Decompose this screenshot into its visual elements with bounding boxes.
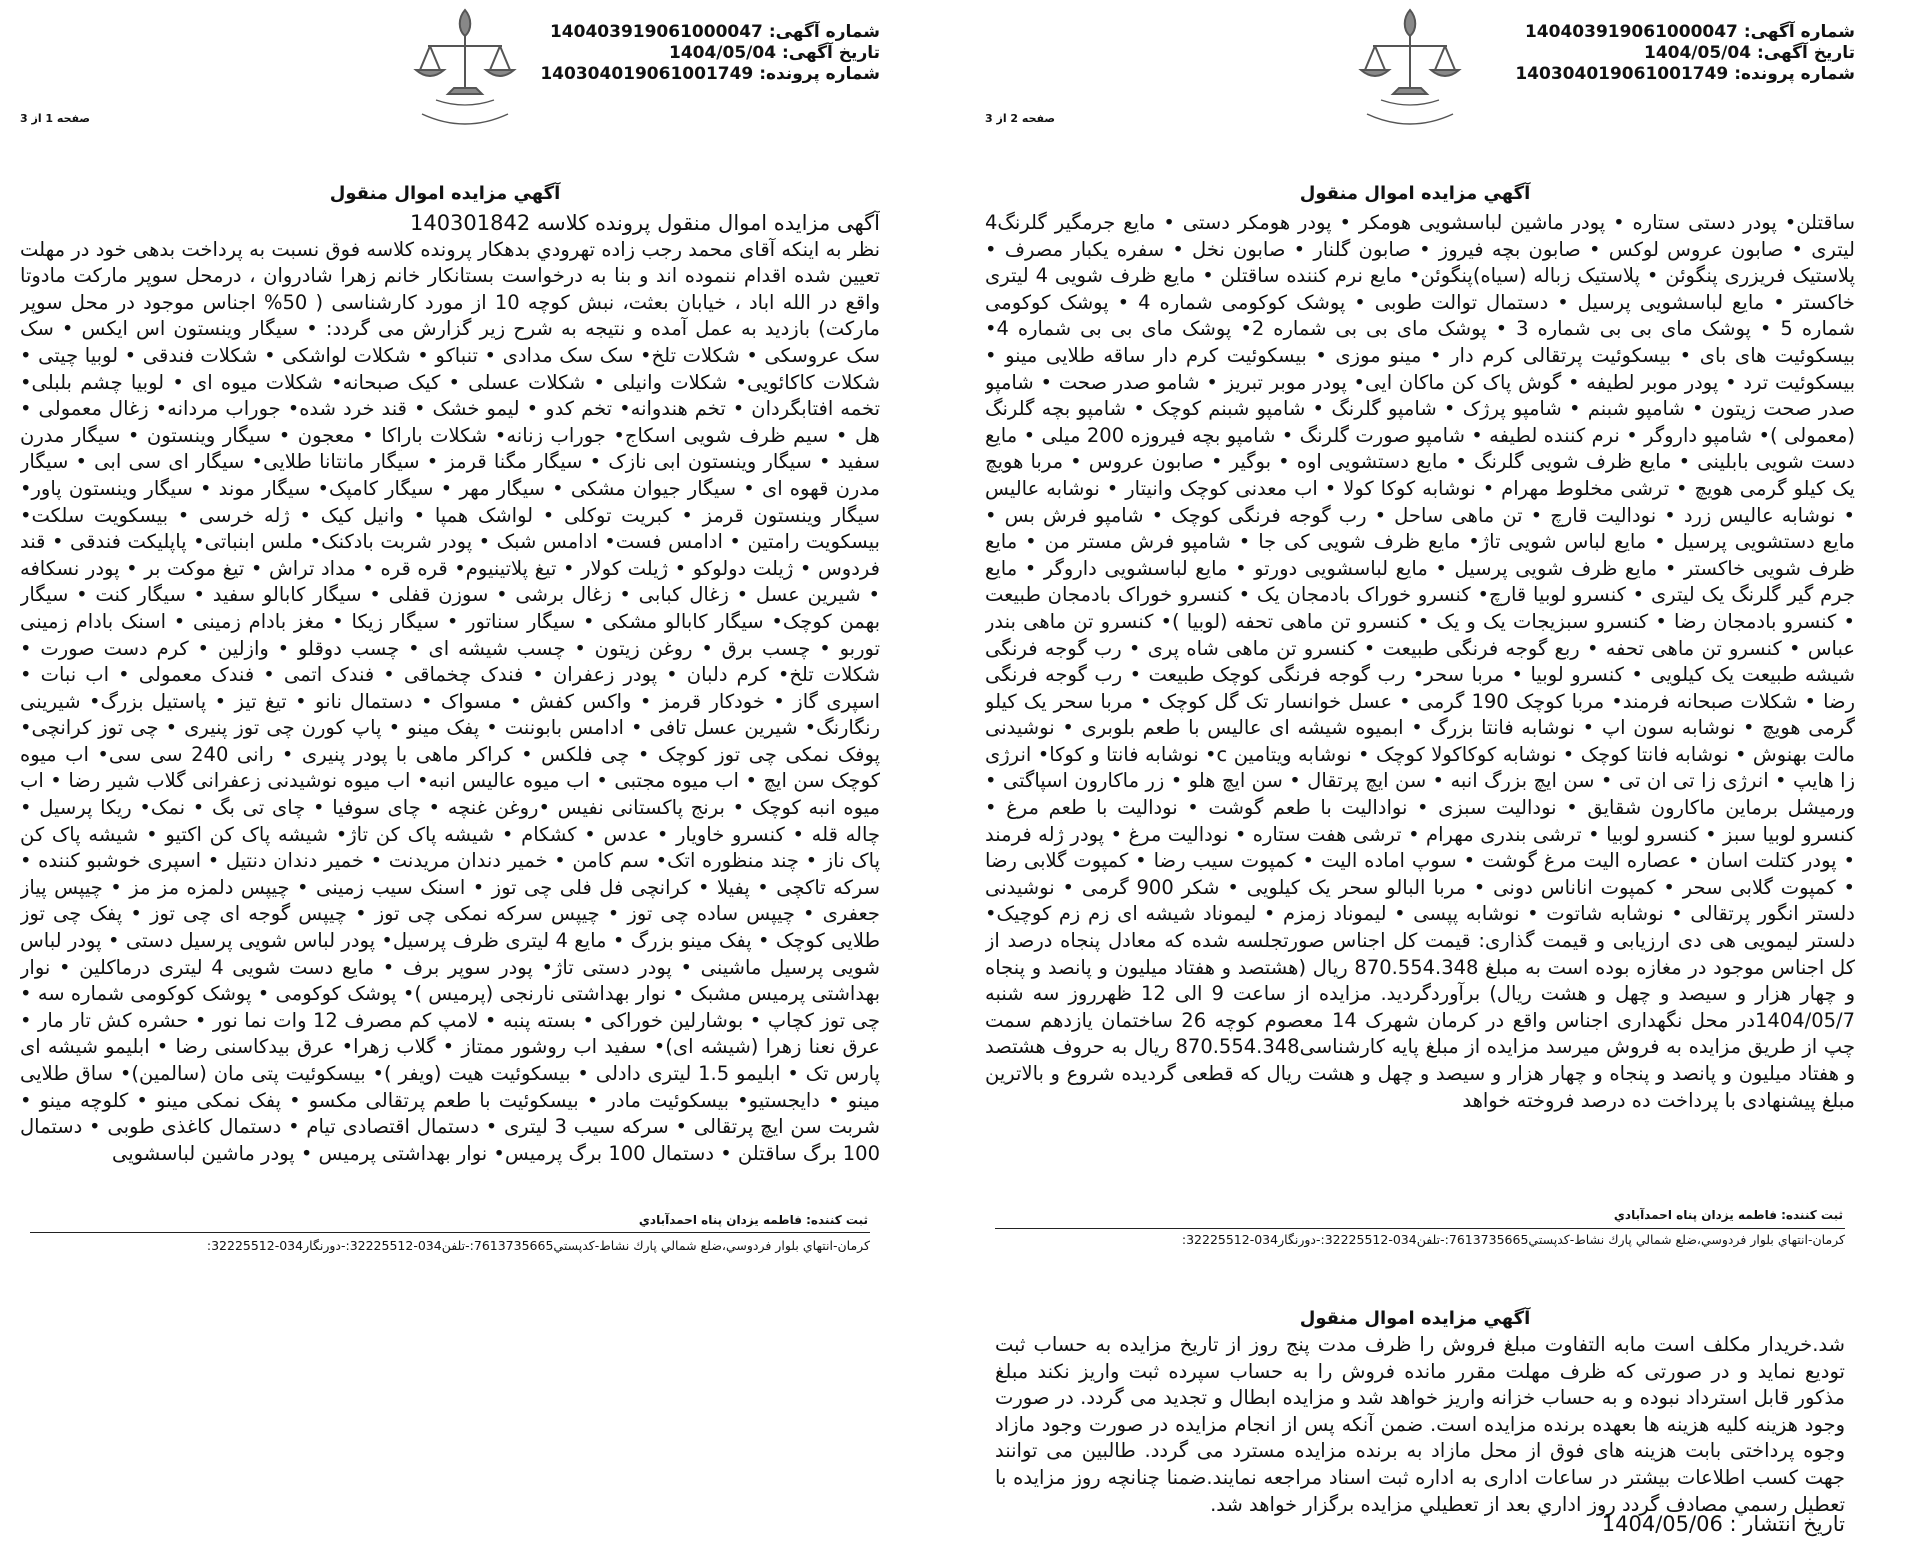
registrar-name: ثبت کننده: فاطمه یزدان پناه احمدآبادي xyxy=(638,1213,868,1227)
case-line: آگهی مزایده اموال منقول پرونده کلاسه 140301842 xyxy=(409,211,880,235)
ad-number-label: شماره آگهی: xyxy=(768,22,880,42)
notice-page-3 xyxy=(975,1290,1855,1547)
ad-date-row xyxy=(540,43,880,64)
ad-number: 140403919061000047 xyxy=(549,22,763,42)
judiciary-emblem-logo xyxy=(1345,2,1475,142)
ad-number-label: شماره آگهی: xyxy=(1743,22,1855,42)
ad-number-row xyxy=(1515,22,1855,43)
ad-title: آگهي مزايده اموال منقول xyxy=(329,183,561,204)
case-number: 140304019061001749 xyxy=(1515,64,1729,84)
ad-date: 1404/05/04 xyxy=(1643,43,1752,63)
footer-address: كرمان-انتهاي بلوار فردوسي،ضلع شمالي پارك نشاط-كدپستي7613735665:-تلفن034-32225512:-دورنگار034-32225512: xyxy=(206,1238,870,1253)
case-number-row xyxy=(1515,64,1855,85)
publish-date: تاریخ انتشار : 1404/05/06 xyxy=(1601,1512,1845,1536)
footer-address: كرمان-انتهاي بلوار فردوسي،ضلع شمالي پارك نشاط-كدپستي7613735665:-تلفن034-32225512:-دورنگار034-32225512: xyxy=(1181,1232,1845,1247)
header-meta xyxy=(540,22,880,85)
notice-page-1 xyxy=(10,0,880,1290)
divider xyxy=(995,1228,1845,1229)
notice-body xyxy=(995,1332,1845,1522)
notice-body xyxy=(985,210,1855,1200)
page-indicator: صفحه 1 از 3 xyxy=(20,112,91,125)
ad-date-label: تاریخ آگهی: xyxy=(1756,43,1855,63)
case-number-label: شماره پرونده: xyxy=(1734,64,1855,84)
judiciary-emblem-logo xyxy=(400,2,530,142)
ad-title: آگهي مزايده اموال منقول xyxy=(1299,1308,1531,1329)
ad-date-row xyxy=(1515,43,1855,64)
header-meta xyxy=(1515,22,1855,85)
registrar-name: ثبت کننده: فاطمه یزدان پناه احمدآبادي xyxy=(1613,1208,1843,1222)
ad-title: آگهي مزايده اموال منقول xyxy=(1299,183,1531,204)
case-number-label: شماره پرونده: xyxy=(759,64,880,84)
ad-number: 140403919061000047 xyxy=(1524,22,1738,42)
ad-date-label: تاریخ آگهی: xyxy=(781,43,880,63)
notice-body xyxy=(20,210,880,1210)
case-number-row xyxy=(540,64,880,85)
divider xyxy=(30,1232,870,1233)
body-paragraph: نظر به اینکه آقای محمد رجب زاده تهرودي بدهکار پرونده کلاسه فوق نسبت به پرداخت بدهی خود در مهلت تعیین شده اقدام ننموده اند و بنا به درخواست بستانکار خانم زهرا شادروان ، درمحل سوپر مارکت مادوتا واقع در الله اباد ، خیابان بعثت، نبش کوچه 10 از مورد کارشناسی ( 50% اجناس موجود در محل سوپر مارکت) بازدید به عمل آمده و نتیجه به شرح زیر گزارش می گردد: • سیگار وینستون اس ایکس • سک سک عروسکی • شکلات تلخ• سک سک مدادی • تنباکو • شکلات لواشکی • شکلات فندقی • لوبیا چیتی • شکلات کاکائویی• شکلات وانیلی • شکلات عسلی • کیک صبحانه• شکلات میوه ای • لوبیا چشم بلبلی• تخمه افتابگردان • تخم هندوانه• تخم کدو • لیمو خشک • قند خرد شده• جوراب مردانه• زغال معمولی • هل • سیم ظرف شویی اسکاج• جوراب زنانه• شکلات باراکا • معجون • سیگار وینستون • سیگار مدرن سفید • سیگار وینستون ابی نازک • سیگار مگنا قرمز • سیگار مانتانا طلایی• سیگار ای سی ابی • سیگار مدرن قهوه ای • سیگار جیوان مشکی • سیگار مهر • سیگار کامپک• سیگار موند • سیگار وینستون پاور• سیگار وینستون قرمز • کبریت توکلی • لواشک همپا • وانیل کیک • ژله خرسی • بیسکویت سلکت• بیسکویت رامتین • ادامس فست• ادامس شبک • پودر شربت بادکنک• ملس ابنباتی• پاپلیکت فندقی • قند فردوس • ژیلت دولوکو • ژیلت کولار • تیغ پلاتینیوم• قره قره • مداد تراش • تیغ موکت بر • پودر نسکافه • شیرین عسل • زغال کبابی • زغال برشی • سوزن قفلی • سیگار کابالو سفید • سیگار کنت • سیگار بهمن کوچک• سیگار کابالو مشکی • سیگار سناتور • سیگار زیکا • مغز بادام زمینی • اسنک بادام زمینی توربو • چسب برق • روغن زیتون • چسب شیشه ای • چسب دوقلو • وازلین • کرم دست صورت • شکلات تلخ• کرم دلبان • پودر زعفران • فندک چخماقی • فندک اتمی • فندک معمولی • اب نبات • اسپری گاز • خودکار قرمز • واکس کفش • مسواک • دستمال نانو • تیغ تیز • پاستیل بزرگ• شیرینی رنگارنگ• شیرین عسل تافی • ادامس بابوننت • پفک مینو • پاپ کورن چی توز پنیری • چی توز کرانچی• پوفک نمکی چی توز کوچک • چی فلکس • کراکر ماهی با پودر پنیری • رانی 240 سی سی• اب میوه کوچک سن ایچ • اب میوه مجتبی • اب میوه عالیس انبه• اب میوه نوشیدنی زعفرانی گلاب شیر رضا • اب میوه انبه کوچک • برنج پاکستانی نفیس •روغن غنچه • چای سوفیا • چای تی بگ • نمک• ریکا پرسیل • چاله قله • کنسرو خاویار • عدس • کشکام • شیشه پاک کن تاژ• شیشه پاک کن اکتیو • شیشه پاک کن پاک ناز • چند منظوره اتک• سم کامن • خمیر دندان مریدنت • خمیر دندان دنتیل • اسپری خوشبو کننده • سرکه تاکچی • پفیلا • کرانچی فل فلی چی توز • اسنک سیب زمینی • چیپس دلمزه مز مز • چیپس پیاز جعفری • چیپس ساده چی توز • چیپس سرکه نمکی چی توز • چیپس گوجه ای چی توز • پفک چی توز طلایی کوچک • پفک مینو بزرگ • مایع 4 لیتری ظرف پرسیل• پودر لباس شویی پرسیل دستی • پودر لباس شویی پرسیل ماشینی • پودر دستی تاژ• پودر سوپر برف • مایع دست شویی 4 لیتری درماکلین • نوار بهداشتی پرمیس مشبک • نوار بهداشتی نارنجی (پرمیس )• پوشک کوکومی • پوشک کوکومی شماره سه • چی توز کچاپ • بوشارلین خوراکی • بسته پنبه • لامپ کم مصرف 12 وات نما نور • حشره کش تار مار • عرق نعنا زهرا (شیشه ای)• سفید اب روشور ممتاز • گلاب زهرا• عرق بیدکاسنی رضا • ابلیمو شیشه ای پارس تک • ابلیمو 1.5 لیتری دادلی • بیسکوئیت هیت (ویفر )• بیسکوئیت پتی مان (سالمین)• ساق طلایی مینو • دایجستیو• بیسکوئیت مادر • بیسکوئیت با طعم پرتقالی مکسو • پفک نمکی مینو • کلوچه مینو • شربت سن ایچ پرتقالی • سرکه سیب 3 لیتری • دستمال اقتصادی تیام • دستمال کاغذی طوبی • دستمال 100 برگ ساقتلن • دستمال 100 برگ پرمیس• نوار بهداشتی پرمیس • پودر ماشین لباسشویی xyxy=(20,237,880,1165)
ad-date: 1404/05/04 xyxy=(668,43,777,63)
page-indicator: صفحه 2 از 3 xyxy=(985,112,1056,125)
body-paragraph: شد.خریدار مکلف است مابه التفاوت مبلغ فروش را ظرف مدت پنج روز از تاریخ مزایده به حساب ثبت تودیع نماید و در صورتی که ظرف مهلت مقرر مانده فروش را به حساب سپرده ثبت واریز نکند مبلغ مذکور قابل استرداد نبوده و به حساب خزانه واریز خواهد شد و مزایده ابطال و تجدید می گردد. در صورت وجود هزینه کلیه هزینه ها بعهده برنده مزایده است. ضمن آنکه پس از انجام مزایده در صورت وجود مازاد وجوه پرداختی بابت هزینه های فوق از محل مازاد به برنده مزایده مسترد می گردد. طالبین می توانند جهت کسب اطلاعات بیشتر در ساعات اداری به اداره ثبت اسناد مراجعه نمایند.ضمنا چنانچه روز مزایده با تعطیل رسمي مصادف گردد روز اداري بعد از تعطیلي مزایده برگزار خواهد شد. xyxy=(995,1333,1845,1516)
body-paragraph: ساقتلن• پودر دستی ستاره • پودر ماشین لباسشویی هومکر • پودر هومکر دستی • مایع جرمگیر گلرنگ4 لیتری • صابون عروس لوکس • صابون بچه فیروز • صابون گلنار • صابون نخل • سفره یکبار مصرف • پلاستیک فریزری پنگوئن • پلاستیک زباله (سیاه)پنگوئن• مایع نرم کننده ساقتلن • مایع ظرف شویی 4 لیتری خاکستر • مایع لباسشویی پرسیل • دستمال توالت طوبی • پوشک کوکومی شماره 4 • پوشک کوکومی شماره 5 • پوشک مای بی بی شماره 3 • پوشک مای بی بی شماره 2• پوشک مای بی بی شماره 4• بیسکوئیت های بای • بیسکوئیت پرتقالی کرم دار • مینو موزی • بیسکوئیت کرم دار ساقه طلایی مینو • بیسکوئیت ترد • پودر موبر لطیفه • گوش پاک کن ماکان ایی• پودر موبر تبریز • شامو صدر صحت • شامپو صدر صحت زیتون • شامپو شبنم • شامپو پرژک • شامپو گلرنگ • شامپو شبنم کوچک • شامپو بچه گلرنگ (معمولی )• شامپو داروگر • نرم کننده لطیفه • شامپو صورت گلرنگ • شامپو بچه فیروزه 200 میلی • مایع دست شویی بابلینی • مایع ظرف شویی گلرنگ • مایع دستشویی اوه • بوگیر • صابون عروس • مربا هویچ یک کیلو گرمی هویچ • ترشی مخلوط مهرام • نوشابه کوکا کولا • اب معدنی کوچک وانیتار • نوشابه عالیس • نوشابه عالیس زرد • نودالیت قارچ • تن ماهی ساحل • رب گوجه فرنگی کوچک • شامپو فرش بس • مایع دستشویی پرسیل • مایع لباس شویی تاژ• مایع ظرف شویی کی جا • شامپو فرش مستر من • مایع ظرف شویی خاکستر • مایع ظرف شویی پرسیل • مایع لباسشویی دورتو • مایع لباسشویی داروگر • مایع جرم گیر گلرنگ یک لیتری • کنسرو لوبیا قارچ• کنسرو خوراک بادمجان یک • کنسرو خوراک بادمجان طبیعت • کنسرو بادمجان رضا • کنسرو سبزیجات یک و یک • کنسرو تن ماهی تحفه (لوبیا )• کنسرو تن ماهی بندر عباس • کنسرو تن ماهی تحفه • ربع گوجه فرنگی طبیعت • کنسرو تن ماهی شاه پری • رب گوجه فرنگی شیشه طبیعت یک کیلویی • کنسرو لوبیا • مربا سحر• رب گوجه فرنگی کوچک طبیعت • رب گوجه فرنگی رضا • شکلات صبحانه فرمند• مربا کوچک 190 گرمی • عسل خوانسار تک گل کوچک • مربا سحر یک کیلو گرمی هویچ • نوشابه سون اپ • نوشابه فانتا بزرگ • ابمیوه شیشه ای عالیس با طعم بلوبری • نوشیدنی مالت بهنوش • نوشابه فانتا کوچک • نوشابه کوکاکولا کوچک • نوشابه ویتامین c• نوشابه فانتا و کوکا• انرژی زا هایپ • انرژی زا تی ان تی • سن ایچ بزرگ انبه • سن ایچ پرتقال • سن ایچ هلو • زر ماکارون اسپاگتی • ورمیشل برماین ماکارون شقایق • نودالیت سبزی • نوادالیت با طعم گوشت • نودالیت با طعم مرغ • کنسرو لوبیا سبز • کنسرو لوبیا • ترشی بندری مهرام • ترشی هفت ستاره • نودالیت مرغ • پودر ژله فرمند • پودر کتلت اسان • عصاره الیت مرغ گوشت • سوپ اماده الیت • کمپوت سیب رضا • کمپوت گلابی رضا • کمپوت گلابی سحر • کمپوت اناناس دونی • مربا البالو سحر یک کیلویی • شکر 900 گرمی • نوشیدنی دلستر انگور پرتقالی • نوشابه شاتوت • نوشابه پپسی • لیموناد زمزم • لیموناد شیشه ای زم زم کوچیک• دلستر لیمویی هی دی ارزیابی و قیمت گذاری: قیمت کل اجناس صورتجلسه شده که معادل پنجاه درصد از کل اجناس موجود در مغازه بوده است به مبلغ 870.554.348 ریال (هشتصد و هفتاد میلیون و پانصد و پنجاه و چهار هزار و سیصد و چهل و هشت ریال) برآوردگردید. مزایده از ساعت 9 الی 12 ظهرروز سه شنبه 1404/05/7در محل نگهداری اجناس واقع در کرمان شهرک 14 معصوم کوچه 26 ساختمان یازدهم سمت چپ از طریق مزایده به فروش میرسد مزایده از مبلغ پایه کارشناسی870.554.348 ریال به حروف هشتصد و هفتاد میلیون و پانصد و پنجاه و چهار هزار و سیصد و چهل و هشت ریال که قطعی گردیده شروع و بالاترین مبلغ پیشنهادی با پرداخت ده درصد فروخته خواهد xyxy=(985,211,1855,1112)
case-number: 140304019061001749 xyxy=(540,64,754,84)
ad-number-row xyxy=(540,22,880,43)
notice-page-2 xyxy=(975,0,1855,1290)
